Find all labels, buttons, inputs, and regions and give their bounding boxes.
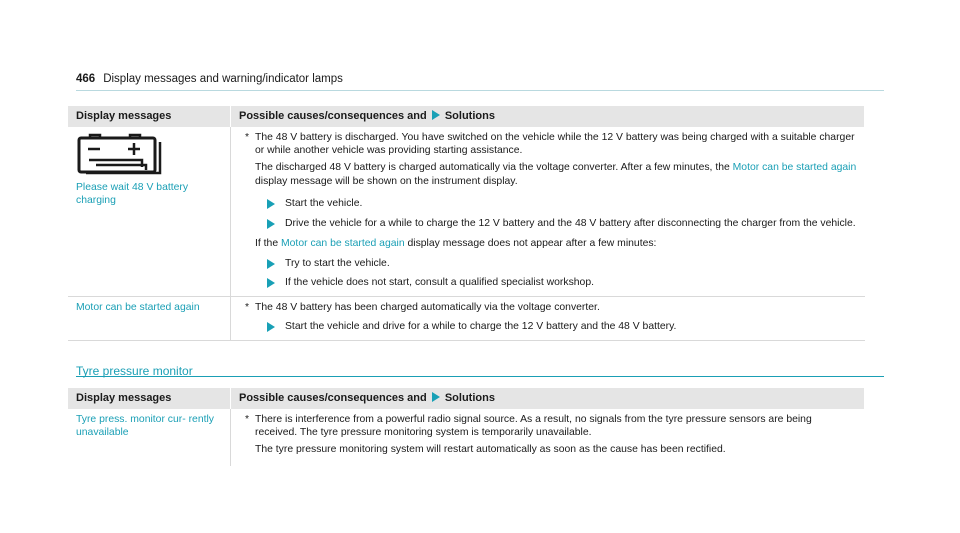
step-arrow-icon <box>267 219 275 229</box>
col-header-causes-solutions <box>231 388 865 409</box>
cause-paragraph <box>239 131 857 192</box>
message-tyre-press-unavailable: Tyre press. monitor cur- rently unavailable <box>76 413 215 439</box>
page-number: 466 <box>76 73 96 85</box>
step-text: Drive the vehicle for a while to charge the 12 V battery and the 48 V battery after disconnecting the charger from the vehicle. <box>285 218 856 230</box>
cause-text-post: display message will be shown on the instrument display. <box>255 175 518 187</box>
table-header-row <box>68 388 865 409</box>
message-cell <box>68 127 231 297</box>
step-arrow-icon <box>267 278 275 288</box>
message-reference: Motor can be started again <box>732 161 857 173</box>
table-row <box>68 127 865 297</box>
solution-step <box>267 257 857 271</box>
cause-text-pre: The discharged 48 V battery is charged automatically via the voltage converter. After a few minutes, the <box>255 161 730 173</box>
cause-text: There is interference from a powerful radio signal source. As a result, no signals from the tyre pressure sensors are being received. The tyre pressure monitoring system is temporarily unavailable. <box>255 413 812 439</box>
header-divider <box>76 90 884 91</box>
cause-paragraph <box>239 301 857 318</box>
solutions-label: Solutions <box>444 392 495 404</box>
display-messages-table <box>68 106 865 341</box>
condition-post: display message does not appear after a few minutes: <box>407 237 657 249</box>
cause-text: The 48 V battery has been charged automatically via the voltage converter. <box>255 302 600 314</box>
solution-step <box>267 217 857 231</box>
message-cell <box>68 409 231 466</box>
cause-text-2: The tyre pressure monitoring system will restart automatically as soon as the cause has been rectified. <box>255 443 726 455</box>
solution-arrow-icon <box>432 392 440 402</box>
step-arrow-icon <box>267 259 275 269</box>
footnote-star: * <box>244 131 249 143</box>
condition-pre: If the <box>255 237 279 249</box>
solution-arrow-icon <box>432 110 440 120</box>
section-title-tyre-pressure: Tyre pressure monitor <box>76 364 193 378</box>
causes-cell <box>231 127 865 297</box>
message-motor-can-be-started: Motor can be started again <box>76 302 200 314</box>
table-row <box>68 409 865 466</box>
table-header-row <box>68 106 865 127</box>
cause-text: The 48 V battery is discharged. You have switched on the vehicle while the 12 V battery was being charged with a suitable charger or while another vehicle was providing starting assistance. <box>255 131 855 157</box>
cause-text-2 <box>255 161 857 188</box>
step-text: Try to start the vehicle. <box>285 257 390 269</box>
solution-step <box>267 197 857 211</box>
message-reference: Motor can be started again <box>281 237 405 249</box>
causes-cell <box>231 409 865 466</box>
message-please-wait-battery-charging: Please wait 48 V battery charging <box>76 181 189 207</box>
solution-step <box>267 320 857 334</box>
solutions-label: Solutions <box>444 110 495 122</box>
causes-label: Possible causes/consequences and <box>239 392 427 404</box>
battery-charging-icon <box>76 133 164 175</box>
step-text: If the vehicle does not start, consult a qualified specialist workshop. <box>285 277 594 289</box>
section-divider <box>76 376 884 377</box>
causes-cell <box>231 297 865 340</box>
tyre-pressure-messages-table <box>68 388 865 466</box>
solution-step <box>267 276 857 290</box>
condition-text <box>255 237 857 251</box>
message-cell <box>68 297 231 340</box>
page-title: Display messages and warning/indicator lamps <box>103 73 343 85</box>
table-row <box>68 297 865 340</box>
col-header-display-messages: Display messages <box>68 388 231 409</box>
col-header-display-messages: Display messages <box>68 106 231 127</box>
col-header-causes-solutions <box>231 106 865 127</box>
page-header <box>76 73 343 85</box>
step-arrow-icon <box>267 322 275 332</box>
step-text: Start the vehicle and drive for a while to charge the 12 V battery and the 48 V battery. <box>285 320 677 332</box>
footnote-star: * <box>244 413 249 425</box>
step-arrow-icon <box>267 199 275 209</box>
footnote-star: * <box>244 302 249 314</box>
causes-label: Possible causes/consequences and <box>239 110 427 122</box>
step-text: Start the vehicle. <box>285 198 363 210</box>
cause-paragraph <box>239 413 857 460</box>
